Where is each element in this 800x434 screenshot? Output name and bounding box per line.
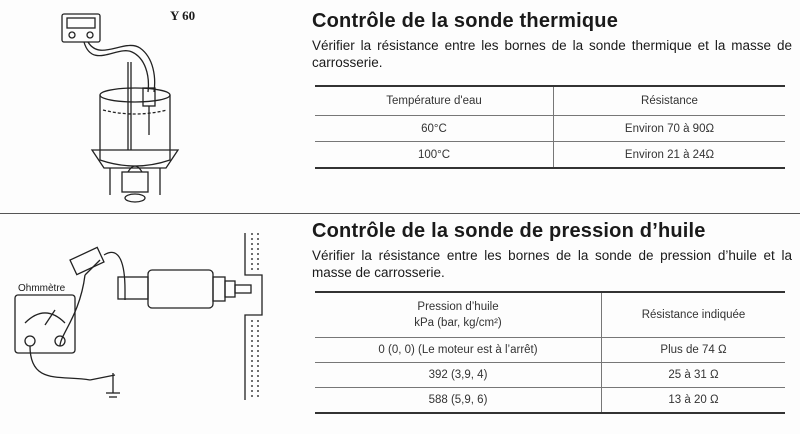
ohmmeter-label: Ohmmètre [18,283,66,294]
figure-reference: Y 60 [170,8,196,23]
section-divider [0,213,800,214]
header-indicated-resistance: Résistance indiquée [641,309,746,321]
table-cell: 25 à 31 Ω [602,363,786,388]
header-resistance: Résistance [641,95,698,107]
oil-pressure-section [312,220,792,281]
section-title: Contrôle de la sonde thermique [312,10,619,32]
table-cell: 392 (3,9, 4) [315,363,602,388]
header-oil-pressure-units: kPa (bar, kg/cm²) [414,317,502,329]
thermal-sensor-drawing [0,0,300,212]
table-cell: Environ 70 à 90Ω [554,116,786,142]
section-instructions: Vérifier la résistance entre les bornes de la sonde thermique et la masse de carrosserie. [312,38,792,70]
section-title: Contrôle de la sonde de pression d’huile [312,220,706,242]
table-row [315,142,785,169]
thermal-sensor-table [315,85,785,169]
table-cell: Plus de 74 Ω [602,338,786,363]
header-oil-pressure [315,292,602,338]
table-header-row [315,292,785,338]
table-cell: 100°C [315,142,554,169]
table-cell: 60°C [315,116,554,142]
table-cell: 13 à 20 Ω [602,388,786,414]
section-instructions: Vérifier la résistance entre les bornes de la sonde de pression d’huile et la masse de carrosserie. [312,248,792,280]
thermal-sensor-illustration [0,0,300,212]
table-cell: Environ 21 à 24Ω [554,142,786,169]
header-oil-pressure-line1: Pression d’huile [417,301,499,313]
table-cell: 0 (0, 0) (Le moteur est à l’arrêt) [315,338,602,363]
oil-pressure-sensor-illustration [0,215,300,429]
table-row [315,338,785,363]
table-header-row [315,86,785,116]
table-cell: 588 (5,9, 6) [315,388,602,414]
header-water-temperature: Température d'eau [315,86,554,116]
oil-pressure-sensor-drawing [0,215,300,429]
thermal-sensor-section [312,10,792,71]
table-row [315,388,785,414]
table-row [315,116,785,142]
oil-pressure-table [315,291,785,414]
table-row [315,363,785,388]
